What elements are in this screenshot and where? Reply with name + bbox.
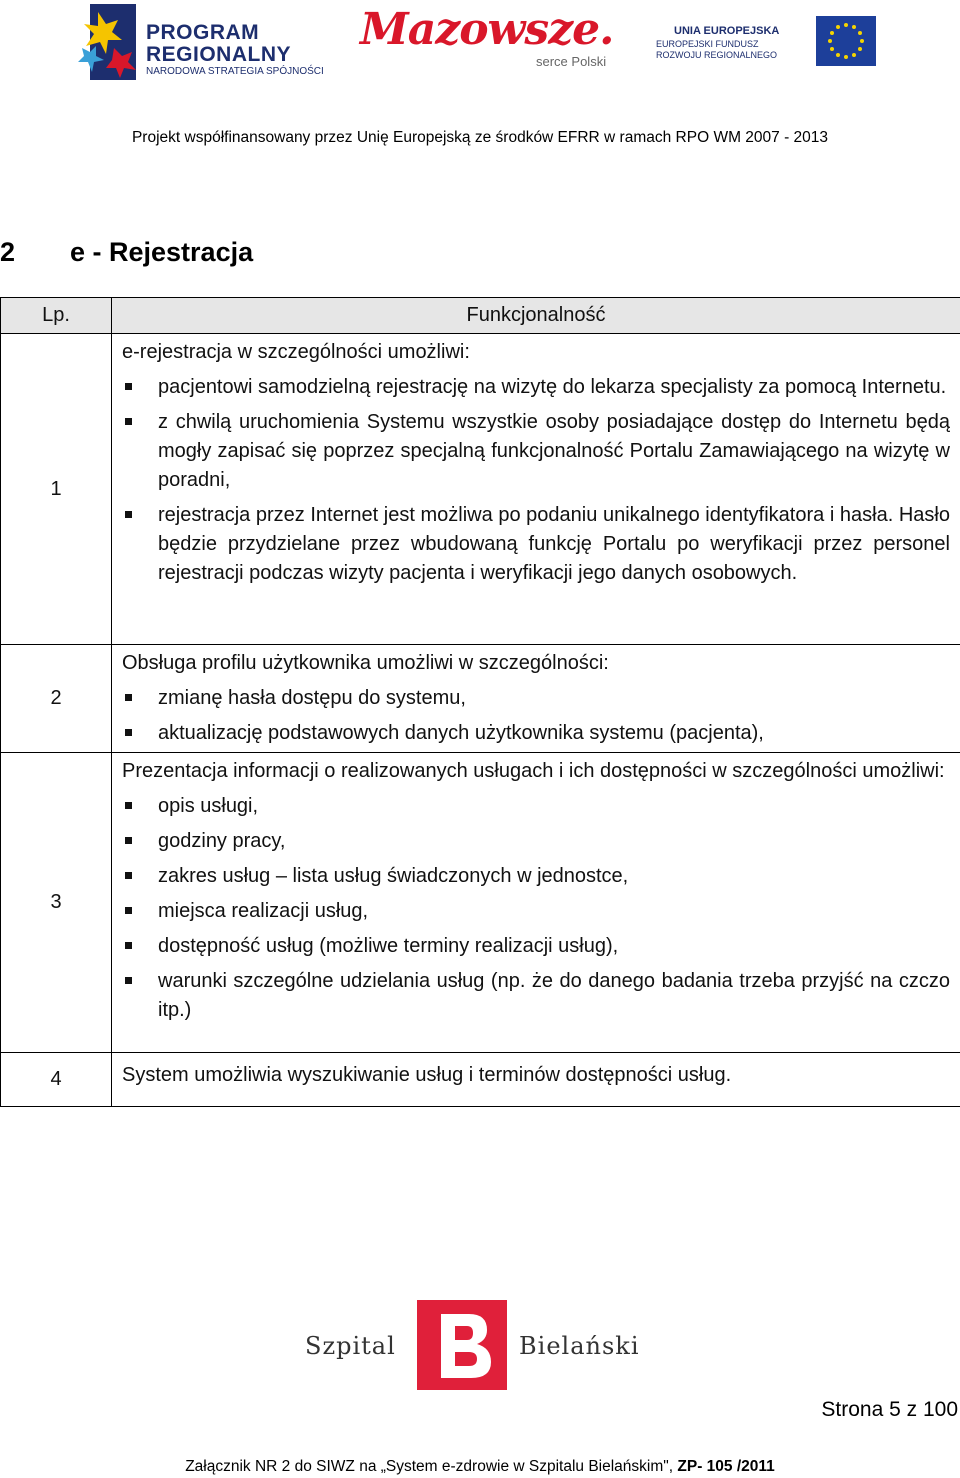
table-row	[1, 334, 960, 645]
column-header-functionality: Funkcjonalność	[112, 298, 960, 334]
list-item-text: warunki szczególne udzielania usług (np. że do danego badania trzeba przyjść na czczo itp.)	[158, 970, 950, 1021]
row-content	[112, 334, 960, 645]
mazowsze-logo	[360, 4, 622, 74]
eu-logo-line1: UNIA EUROPEJSKA	[674, 25, 780, 37]
program-logo-line2: REGIONALNY	[146, 43, 292, 66]
attachment-note	[0, 1458, 960, 1477]
list-item-text: miejsca realizacji usług,	[158, 900, 369, 922]
bullet-square-icon	[125, 977, 132, 984]
row-content	[112, 1053, 960, 1107]
attachment-note-text: Załącznik NR 2 do SIWZ na „System e-zdrowie w Szpitalu Bielańskim",	[185, 1458, 674, 1475]
program-logo-line1: PROGRAM	[146, 21, 260, 44]
list-item-text: zmianę hasła dostępu do systemu,	[158, 687, 466, 709]
eu-logo-line2: EUROPEJSKI FUNDUSZ	[656, 39, 759, 49]
list-item-text: z chwilą uruchomienia Systemu wszystkie osoby posiadające dostęp do Internetu będą mogły zapisać się poprzez specjalną funkcjonalność Portalu Zamawiającego na wizytę w poradni,	[158, 411, 950, 491]
program-regionalny-logo	[78, 2, 328, 82]
section-heading	[0, 236, 253, 268]
list-item	[122, 967, 950, 1025]
header-logos	[78, 0, 882, 84]
eu-logo-line3: ROZWOJU REGIONALNEGO	[656, 50, 778, 60]
list-item-text: zakres usług – lista usług świadczonych w jednostce,	[158, 865, 629, 887]
hospital-b-mark-icon	[417, 1300, 507, 1390]
bullet-list	[122, 373, 950, 588]
hospital-logo	[305, 1300, 657, 1392]
column-header-lp: Lp.	[1, 298, 112, 334]
list-item	[122, 897, 950, 926]
bullet-square-icon	[125, 872, 132, 879]
row-number: 4	[1, 1053, 112, 1107]
list-item	[122, 408, 950, 495]
list-item	[122, 501, 950, 588]
eu-logo	[656, 16, 878, 70]
row-intro: Obsługa profilu użytkownika umożliwi w szczególności:	[122, 652, 609, 674]
list-item	[122, 827, 950, 856]
hospital-logo-word1: Szpital	[305, 1332, 396, 1360]
row-number: 1	[1, 334, 112, 645]
list-item-text: pacjentowi samodzielną rejestrację na wizytę do lekarza specjalisty za pomocą Internetu.	[158, 376, 947, 398]
bullet-square-icon	[125, 907, 132, 914]
mazowsze-wordmark: Mazowsze.	[360, 4, 614, 55]
row-content	[112, 753, 960, 1053]
bullet-square-icon	[125, 802, 132, 809]
list-item-text: aktualizację podstawowych danych użytkownika systemu (pacjenta),	[158, 722, 764, 744]
row-content	[112, 645, 960, 753]
mazowsze-tagline: serce Polski	[536, 54, 607, 69]
program-logo-line3: NARODOWA STRATEGIA SPÓJNOŚCI	[146, 66, 324, 77]
project-cofinancing-note: Projekt współfinansowany przez Unię Europejską ze środków EFRR w ramach RPO WM 2007 - 2013	[131, 129, 829, 146]
list-item	[122, 932, 950, 961]
row-intro: System umożliwia wyszukiwanie usług i terminów dostępności usług.	[122, 1064, 732, 1086]
list-item-text: godziny pracy,	[158, 830, 286, 852]
table-row	[1, 1053, 960, 1107]
list-item-text: dostępność usług (możliwe terminy realizacji usług),	[158, 935, 619, 957]
bullet-list	[122, 684, 950, 748]
bullet-square-icon	[125, 383, 132, 390]
bullet-square-icon	[125, 694, 132, 701]
bullet-square-icon	[125, 418, 132, 425]
list-item	[122, 684, 950, 713]
row-number: 3	[1, 753, 112, 1053]
row-intro: e-rejestracja w szczególności umożliwi:	[122, 341, 470, 363]
list-item-text: opis usługi,	[158, 795, 259, 817]
page-number: Strona 5 z 100	[821, 1398, 958, 1421]
hospital-logo-word2: Bielański	[519, 1332, 640, 1360]
row-number: 2	[1, 645, 112, 753]
bullet-square-icon	[125, 729, 132, 736]
table-header-row	[1, 298, 960, 334]
bullet-list	[122, 792, 950, 1025]
list-item	[122, 719, 950, 748]
list-item	[122, 373, 950, 402]
list-item	[122, 792, 950, 821]
table-row	[1, 645, 960, 753]
eu-flag-icon	[816, 16, 876, 66]
attachment-reference: ZP- 105 /2011	[677, 1458, 775, 1475]
table-row	[1, 753, 960, 1053]
row-intro: Prezentacja informacji o realizowanych usługach i ich dostępności w szczególności umożliwi:	[122, 760, 945, 782]
list-item	[122, 862, 950, 891]
bullet-square-icon	[125, 511, 132, 518]
bullet-square-icon	[125, 942, 132, 949]
list-item-text: rejestracja przez Internet jest możliwa po podaniu unikalnego identyfikatora i hasła. Hasło będzie przydzielane przez wbudowaną funkcję Portalu po weryfikacji przez personel rejestracji podczas wizyty pacjenta i weryfikacji jego danych osobowych.	[158, 504, 950, 584]
functionality-table	[0, 297, 960, 1107]
section-title: e - Rejestracja	[70, 237, 254, 267]
section-number: 2	[0, 237, 16, 267]
bullet-square-icon	[125, 837, 132, 844]
program-regionalny-emblem-icon	[78, 2, 142, 82]
